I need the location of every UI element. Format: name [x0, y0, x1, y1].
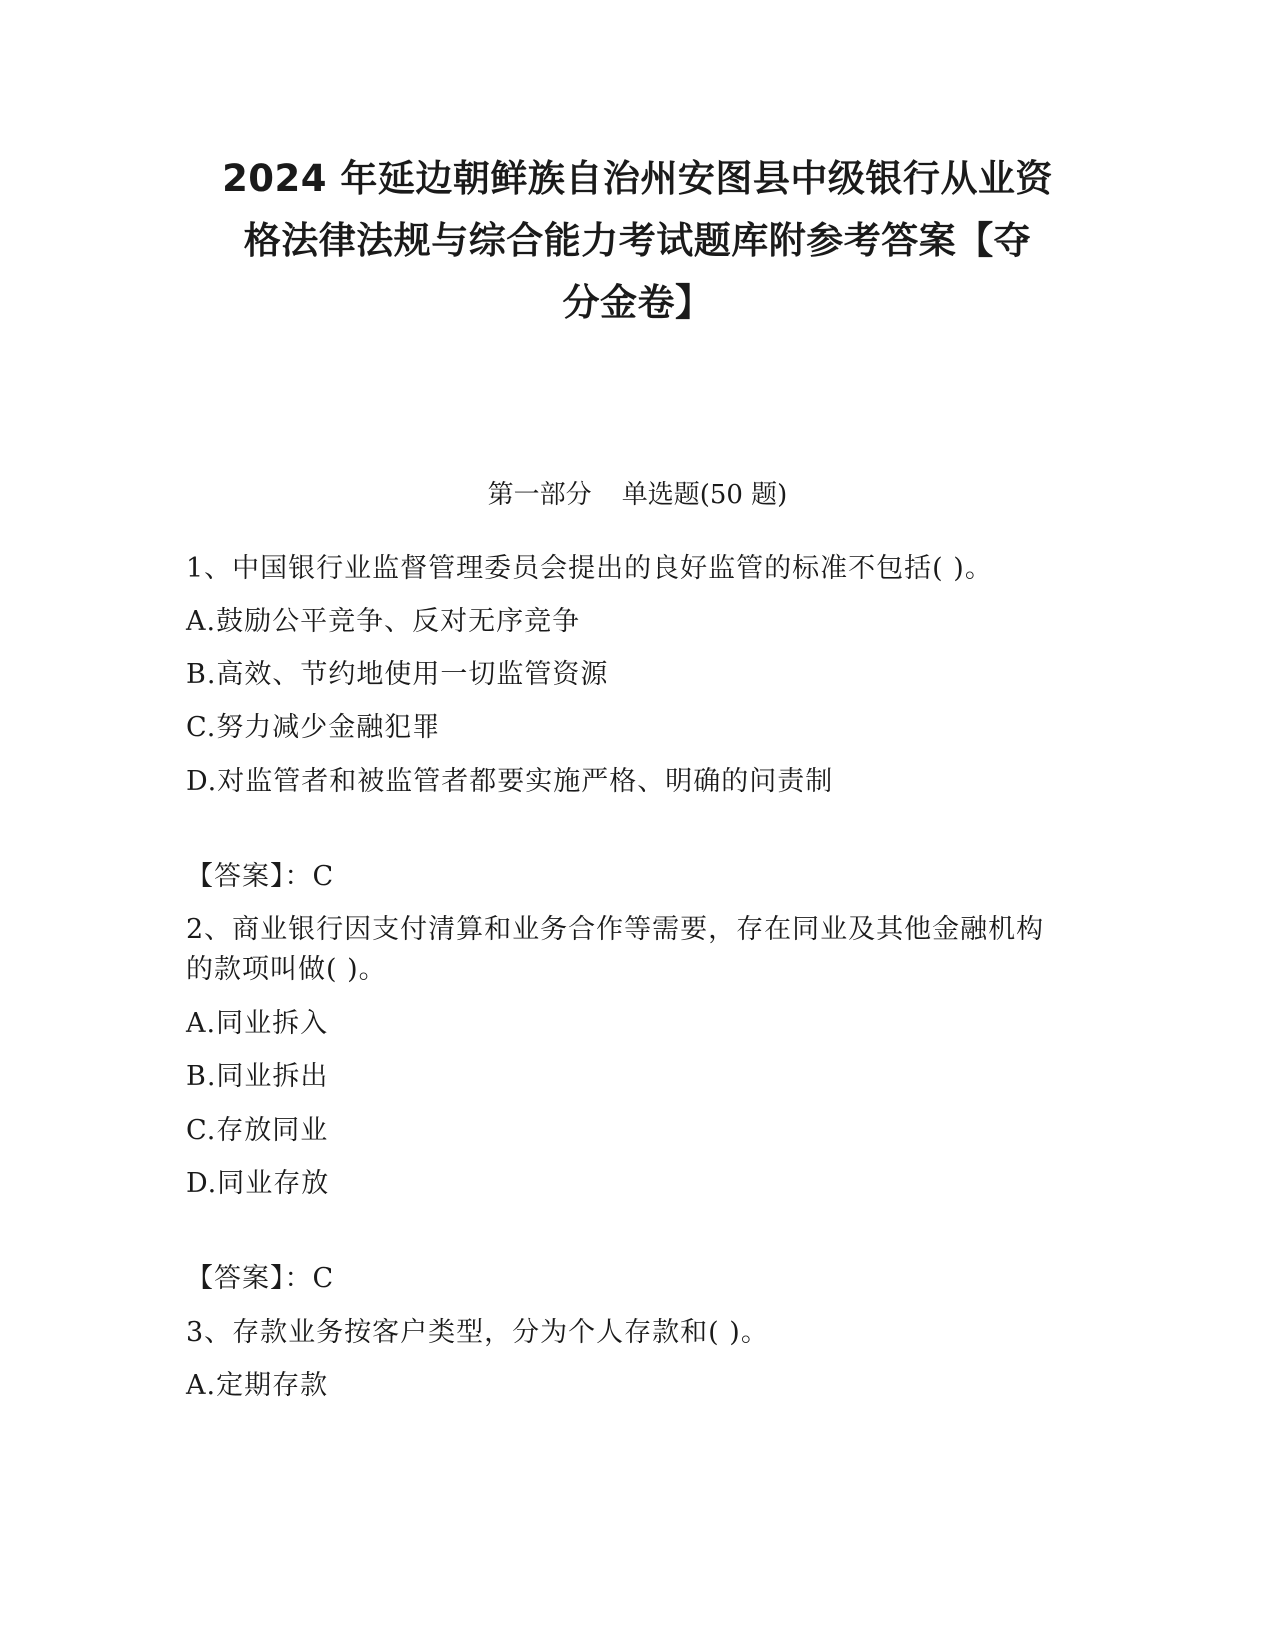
title-line-2: 格法律法规与综合能力考试题库附参考答案【夺: [243, 219, 1032, 262]
question-1-option-d: D.对监管者和被监管者都要实施严格、明确的问责制: [186, 766, 834, 797]
title-line-3: 分金卷】: [562, 281, 713, 324]
section-part: 第一部分: [487, 480, 592, 510]
section-heading: [0, 478, 1275, 512]
section-label: 单选题(50 题): [621, 480, 788, 510]
question-3-stem: 3、存款业务按客户类型，分为个人存款和( )。: [186, 1317, 769, 1348]
title-line-1: 2024 年延边朝鲜族自治州安图县中级银行从业资: [222, 157, 1053, 200]
question-1-stem: 1、中国银行业监督管理委员会提出的良好监管的标准不包括( )。: [186, 553, 993, 584]
question-3-option-a: A.定期存款: [186, 1370, 329, 1401]
question-2-option-b: B.同业拆出: [186, 1061, 329, 1092]
question-1-answer: 【答案】：C: [186, 861, 335, 892]
question-1-option-a: A.鼓励公平竞争、反对无序竞争: [186, 606, 581, 637]
question-2-stem-line-2: 的款项叫做( )。: [186, 954, 387, 985]
question-1-option-b: B.高效、节约地使用一切监管资源: [186, 659, 609, 690]
question-2-option-c: C.存放同业: [186, 1115, 329, 1146]
document-title: [150, 148, 1125, 334]
question-1-option-c: C.努力减少金融犯罪: [186, 712, 441, 743]
question-2-stem-line-1: 2、商业银行因支付清算和业务合作等需要，存在同业及其他金融机构: [186, 914, 1045, 945]
question-2-option-d: D.同业存放: [186, 1168, 330, 1199]
question-2-answer: 【答案】：C: [186, 1263, 335, 1294]
question-2-option-a: A.同业拆入: [186, 1008, 329, 1039]
